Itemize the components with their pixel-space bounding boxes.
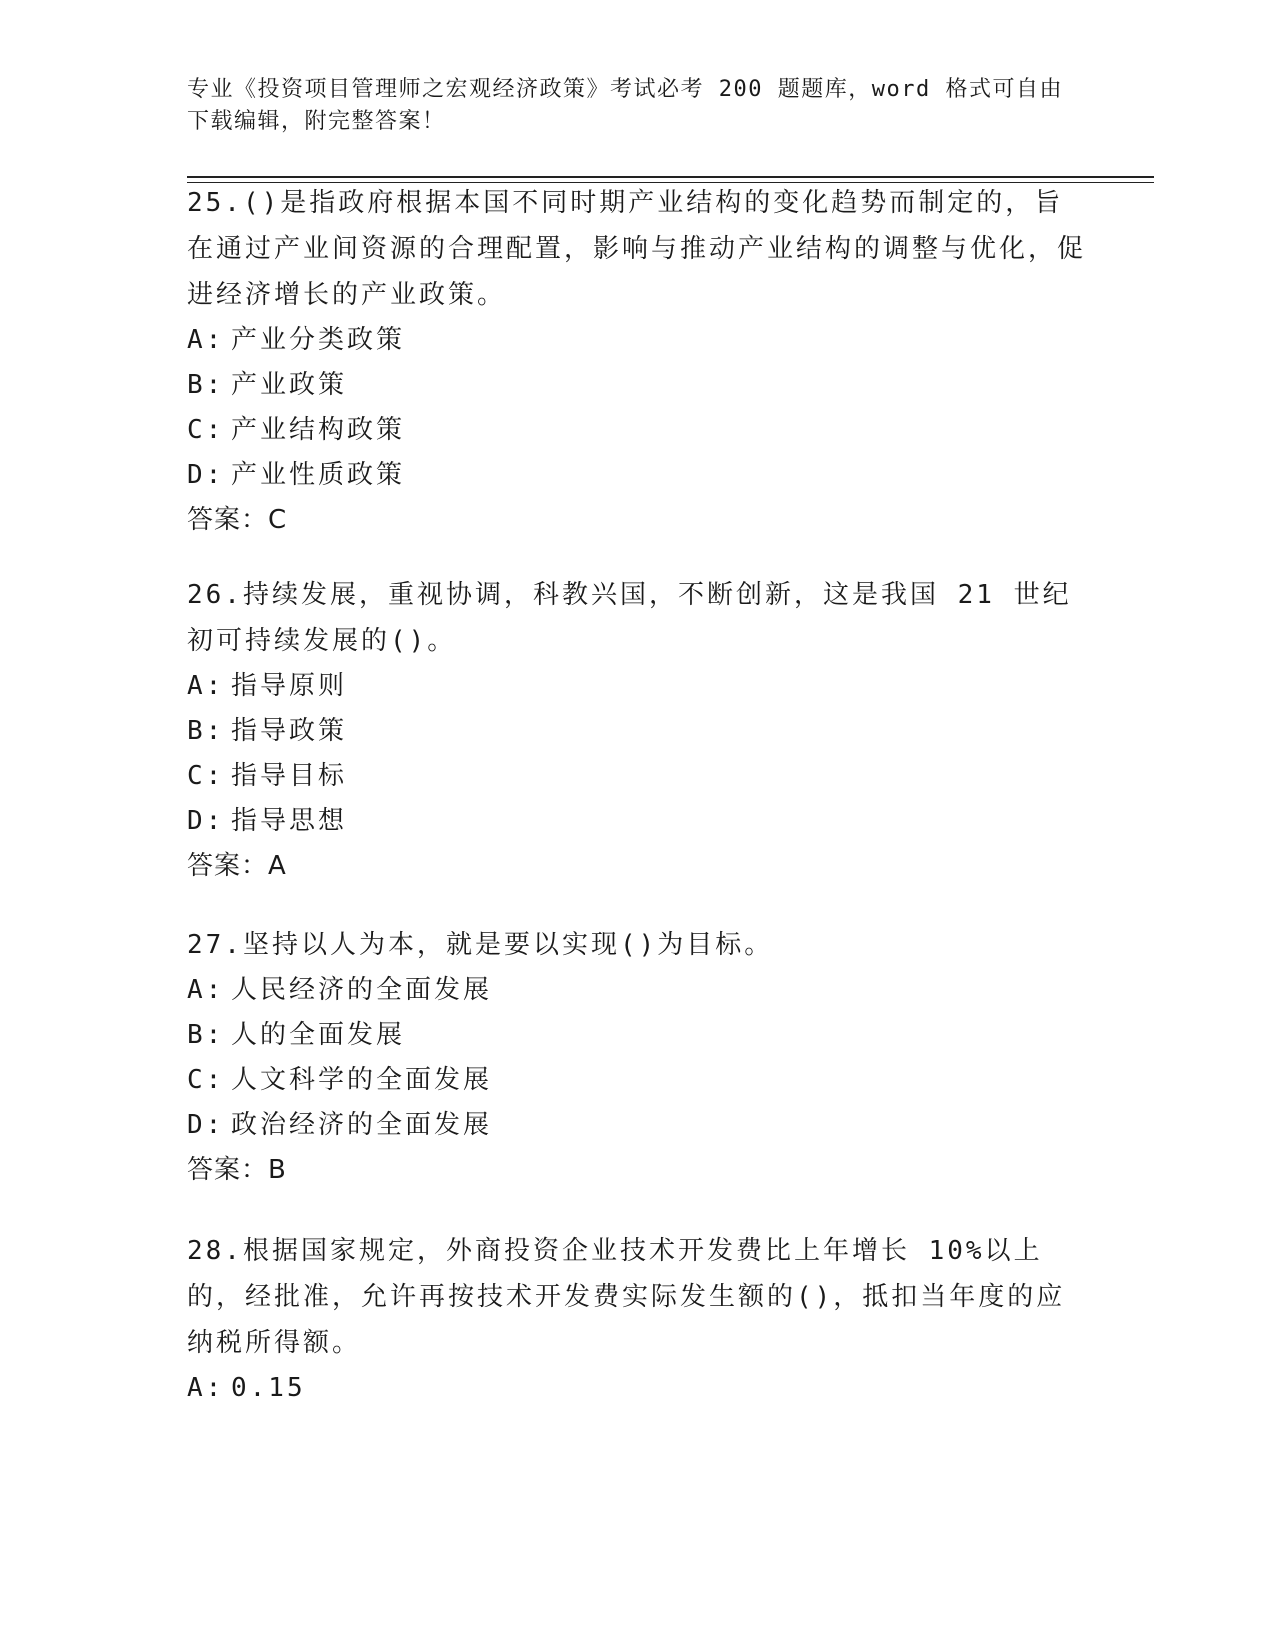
option-text: 指导思想 (231, 806, 348, 836)
header-line-1: 专业《投资项目管理师之宏观经济政策》考试必考 200 题题库，word 格式可自由 (187, 77, 1063, 102)
option-key: D: (187, 1110, 225, 1140)
option-key: B: (187, 370, 225, 400)
option-c (187, 754, 1087, 799)
option-text: 政治经济的全面发展 (231, 1110, 493, 1140)
answer-line: 答案：C (187, 505, 288, 535)
header-rule-thick (187, 176, 1154, 178)
option-key: C: (187, 1065, 225, 1095)
option-key: B: (187, 1020, 225, 1050)
question-28 (187, 1228, 1087, 1411)
option-a (187, 1366, 1087, 1411)
option-key: B: (187, 716, 225, 746)
option-text: 产业结构政策 (231, 415, 406, 445)
option-a (187, 968, 1087, 1013)
option-text: 人民经济的全面发展 (231, 975, 493, 1005)
option-key: C: (187, 415, 225, 445)
question-stem: 25.()是指政府根据本国不同时期产业结构的变化趋势而制定的，旨在通过产业间资源的合理配置，影响与推动产业结构的调整与优化，促进经济增长的产业政策。 (187, 188, 1087, 310)
question-27 (187, 922, 1087, 1193)
option-key: D: (187, 460, 225, 490)
option-b (187, 1013, 1087, 1058)
question-stem: 26.持续发展，重视协调，科教兴国，不断创新，这是我国 21 世纪初可持续发展的()。 (187, 580, 1072, 656)
option-key: D: (187, 806, 225, 836)
option-a (187, 664, 1087, 709)
option-key: A: (187, 975, 225, 1005)
option-key: A: (187, 1373, 225, 1403)
question-stem: 27.坚持以人为本，就是要以实现()为目标。 (187, 930, 774, 960)
option-b (187, 363, 1087, 408)
document-header (187, 74, 1067, 138)
option-text: 人文科学的全面发展 (231, 1065, 493, 1095)
answer-line: 答案：A (187, 851, 287, 881)
option-key: A: (187, 671, 225, 701)
option-text: 产业分类政策 (231, 325, 406, 355)
option-text: 指导政策 (231, 716, 348, 746)
option-d (187, 799, 1087, 844)
option-c (187, 1058, 1087, 1103)
option-a (187, 318, 1087, 363)
option-text: 指导目标 (231, 761, 348, 791)
option-text: 指导原则 (231, 671, 348, 701)
header-line-2: 下载编辑，附完整答案！ (187, 109, 446, 134)
option-d (187, 453, 1087, 498)
question-26 (187, 572, 1087, 889)
option-key: A: (187, 325, 225, 355)
option-c (187, 408, 1087, 453)
option-text: 人的全面发展 (231, 1020, 406, 1050)
option-text: 产业性质政策 (231, 460, 406, 490)
question-stem: 28.根据国家规定，外商投资企业技术开发费比上年增长 10%以上的，经批准，允许再按技术开发费实际发生额的()，抵扣当年度的应纳税所得额。 (187, 1236, 1066, 1358)
option-text: 产业政策 (231, 370, 348, 400)
option-b (187, 709, 1087, 754)
option-d (187, 1103, 1087, 1148)
answer-line: 答案：B (187, 1155, 287, 1185)
option-text: 0.15 (231, 1373, 306, 1403)
option-key: C: (187, 761, 225, 791)
question-25 (187, 180, 1087, 543)
